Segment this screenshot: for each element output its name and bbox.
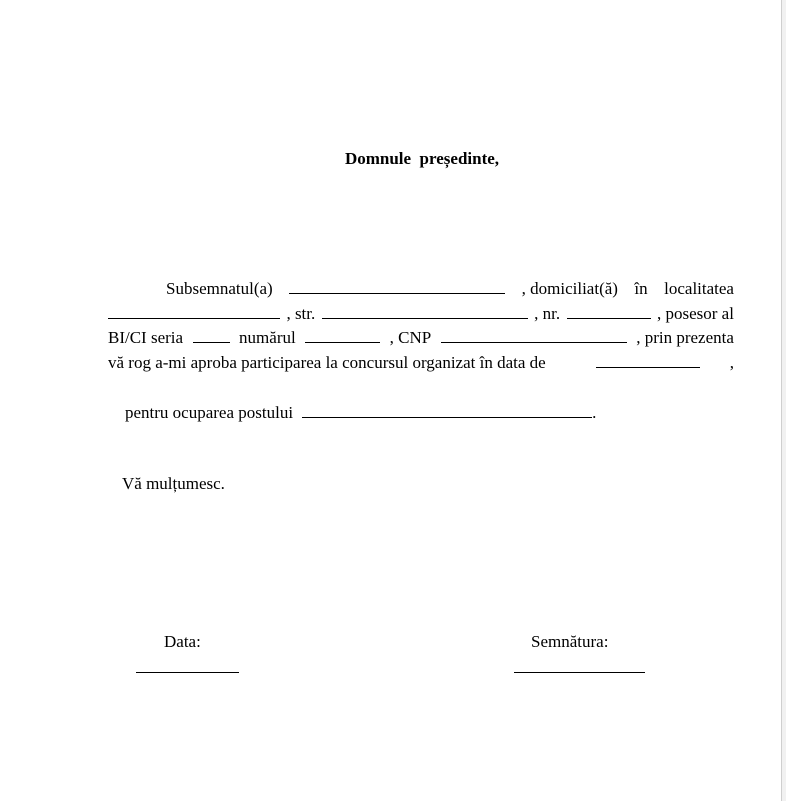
paragraph-line-3 (108, 325, 734, 350)
id-series-blank[interactable] (193, 325, 230, 343)
locality-blank[interactable] (108, 301, 280, 319)
comma-text: , (729, 353, 734, 372)
contest-date-blank[interactable] (596, 350, 700, 368)
id-number-label: numărul (239, 328, 296, 347)
request-text: vă rog a-mi aproba participarea la concursul organizat în data de (108, 353, 546, 372)
street-label: , str. (286, 304, 316, 323)
signature-label: Semnătura: (531, 632, 609, 651)
post-label: pentru ocuparea postului (125, 403, 294, 422)
date-label: Data: (164, 632, 201, 651)
paragraph-line-5 (108, 375, 734, 422)
id-series-label: BI/CI seria (108, 328, 184, 347)
number-label: , nr. (534, 304, 561, 323)
name-blank[interactable] (289, 276, 505, 294)
post-blank[interactable] (302, 400, 592, 418)
date-line[interactable] (136, 672, 239, 673)
subsemnatul-label: Subsemnatul(a) (166, 279, 273, 298)
signature-line[interactable] (514, 672, 645, 673)
cnp-blank[interactable] (441, 325, 627, 343)
street-blank[interactable] (322, 301, 528, 319)
paragraph-line-1 (108, 276, 734, 301)
posesor-label: , posesor al (656, 304, 734, 323)
document-title: Domnule președinte, (344, 149, 500, 168)
paragraph-line-4 (108, 350, 734, 375)
domiciliat-label: , domiciliat(ă) (521, 279, 618, 298)
id-number-blank[interactable] (305, 325, 380, 343)
localitatea-label: localitatea (664, 279, 734, 298)
cnp-label: , CNP (389, 328, 432, 347)
paragraph-line-2 (108, 301, 734, 326)
in-label: în (634, 279, 648, 298)
number-blank[interactable] (567, 301, 651, 319)
closing-text: Vă mulțumesc. (122, 474, 225, 493)
page-gutter (782, 0, 786, 801)
prin-prezenta-label: , prin prezenta (636, 328, 734, 347)
period-text: . (592, 403, 597, 422)
